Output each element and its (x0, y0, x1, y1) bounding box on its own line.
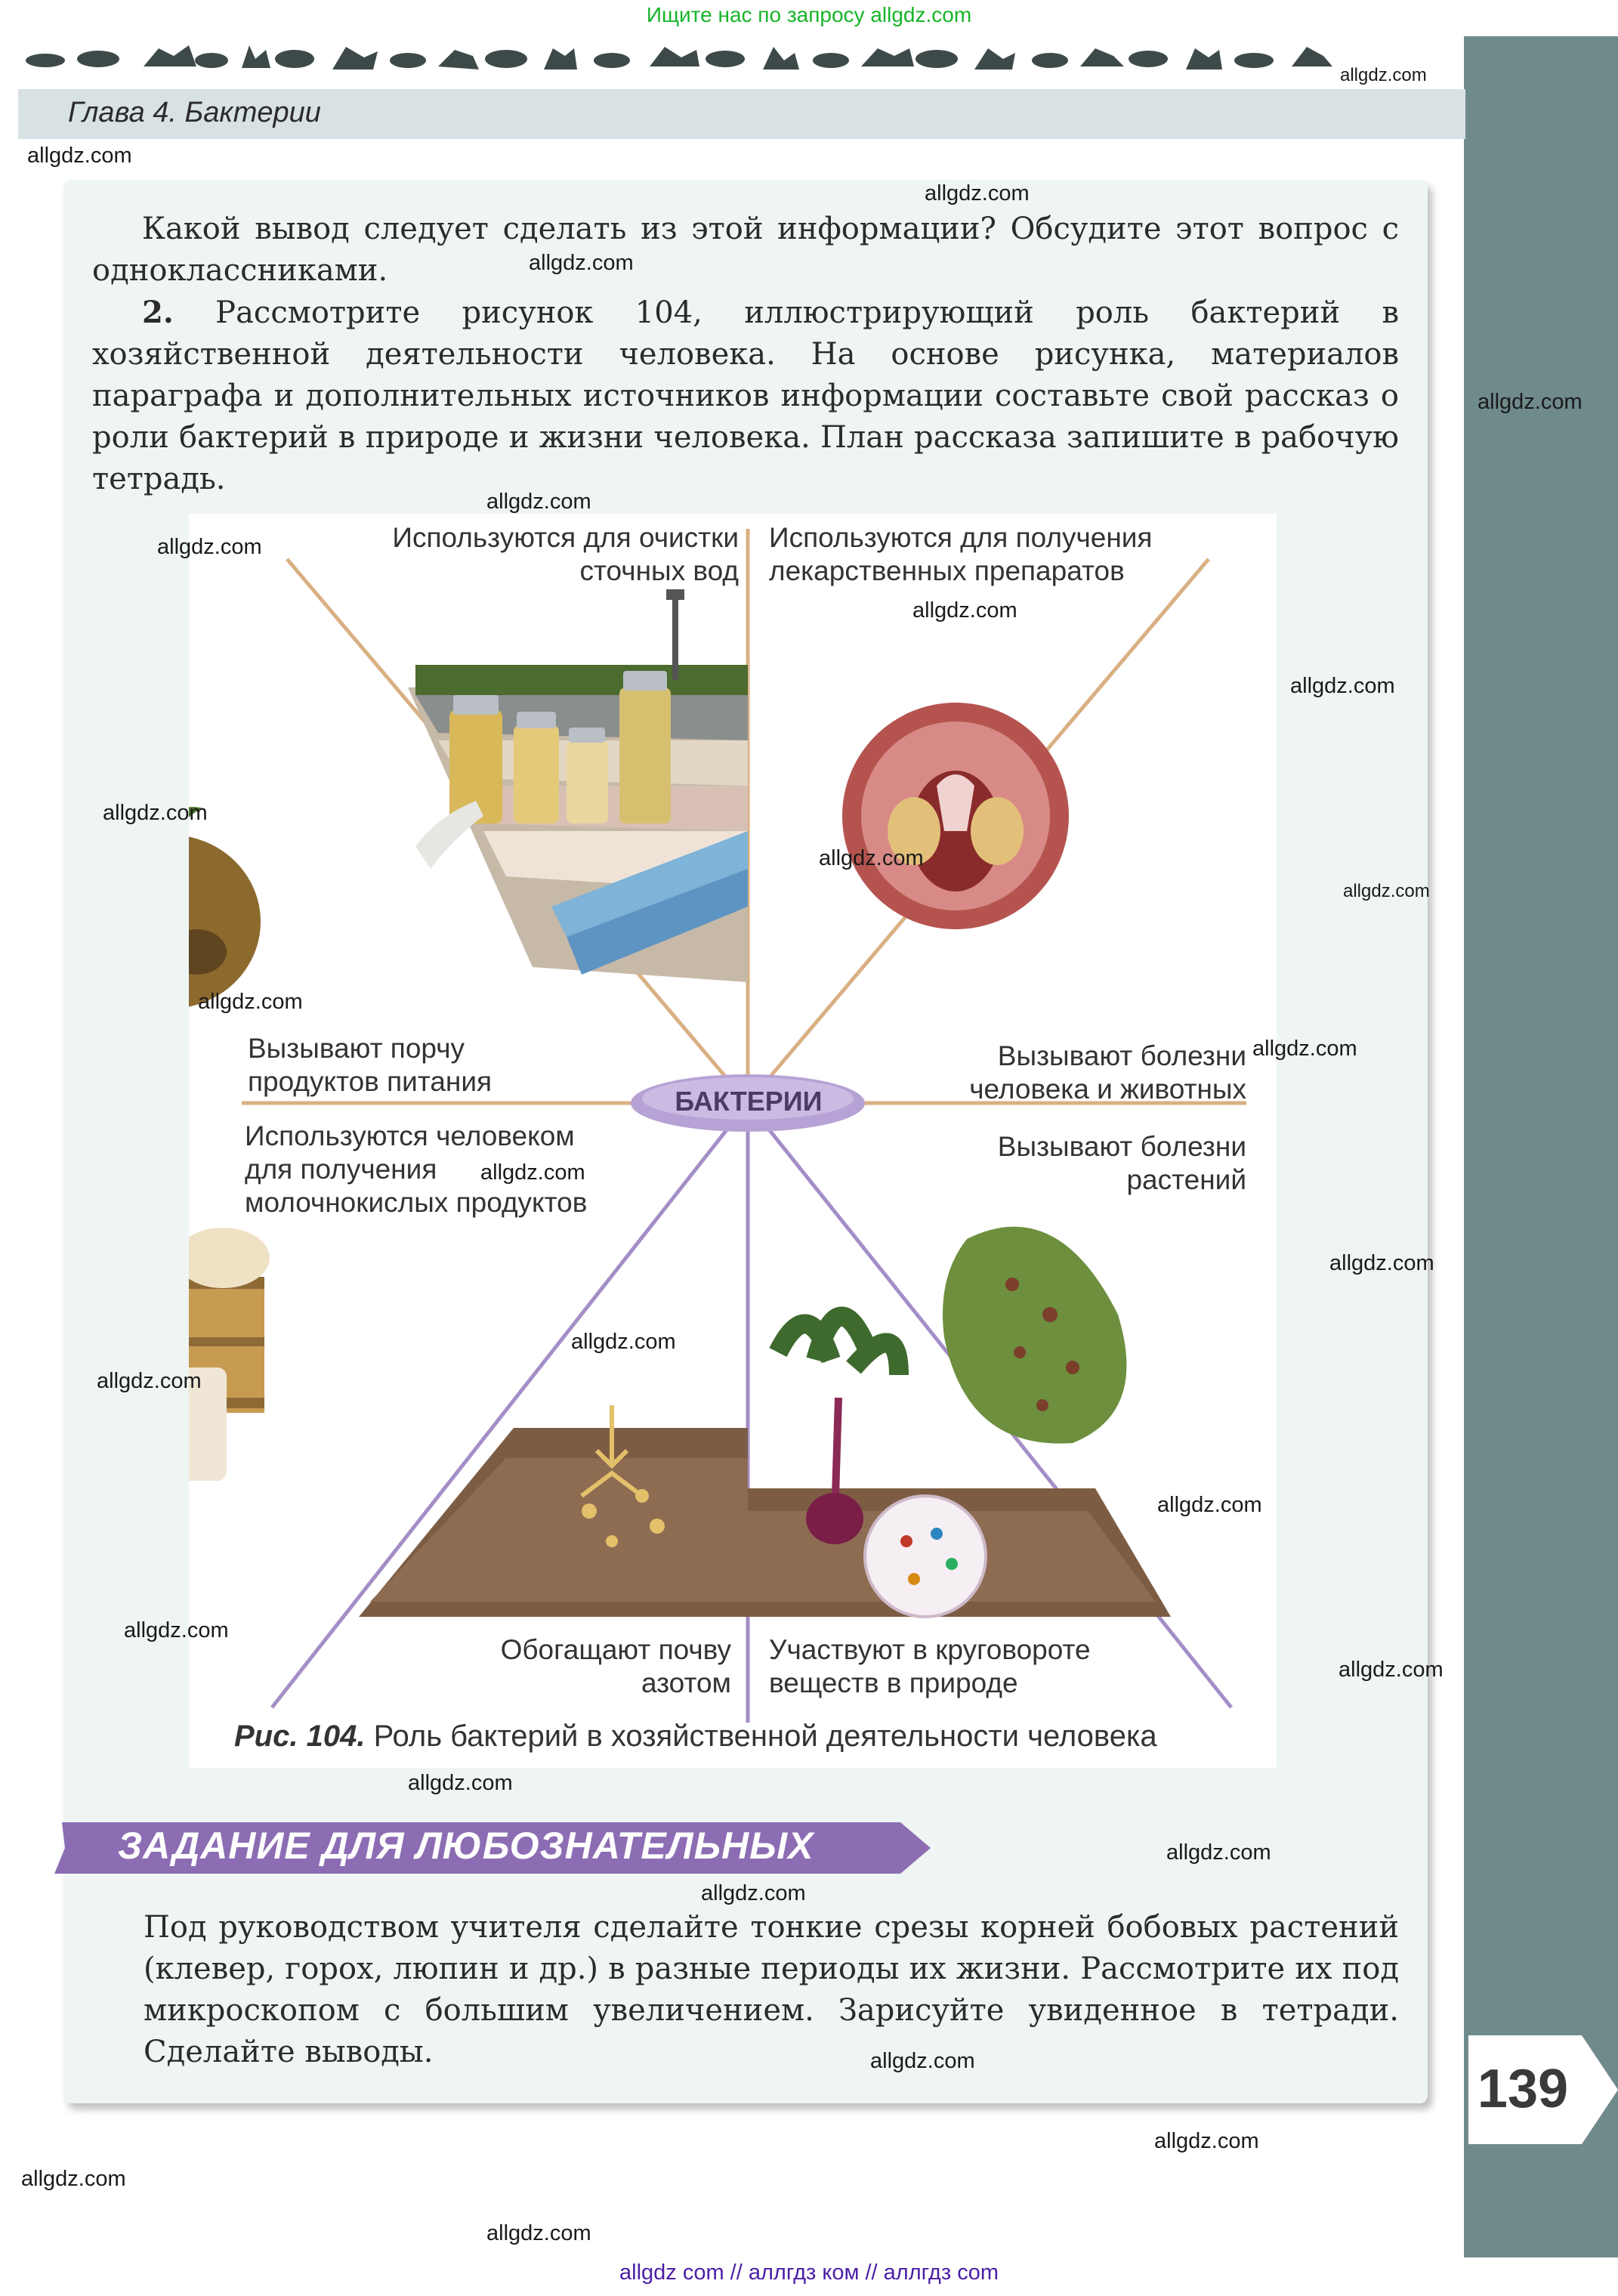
animal-silhouette-strip (15, 36, 1345, 80)
watermark: allgdz.com (198, 990, 303, 1014)
chapter-title: Глава 4. Бактерии (68, 97, 321, 128)
watermark: allgdz.com (1252, 1037, 1357, 1061)
label-nutrient-cycle: Участвуют в круговороте веществ в природе (769, 1634, 1091, 1698)
top-search-link[interactable]: Ищите нас по запросу allgdz.com (646, 3, 972, 26)
label-human-disease: Вызывают болезни человека и животных (969, 1040, 1246, 1105)
spoiled-tomato-photo (189, 807, 261, 1009)
soil-nodules-photo (359, 1405, 748, 1617)
page-edge-band (1464, 36, 1618, 2257)
watermark: allgdz.com (124, 1618, 229, 1642)
label-dairy: Используются человеком для получения молочнокислых продуктов (245, 1120, 588, 1218)
throat-disease-photo (842, 703, 1069, 929)
watermark: allgdz.com (480, 1160, 585, 1185)
watermark: allgdz.com (701, 1881, 806, 1905)
task-2-number: 2. (142, 295, 174, 330)
watermark: allgdz.com (27, 144, 132, 168)
figure-caption (234, 1720, 1157, 1754)
task-banner-title: ЗАДАНИЕ ДЛЯ ЛЮБОЗНАТЕЛЬНЫХ (118, 1825, 814, 1867)
figure-caption-label: Рис. 104. (234, 1720, 366, 1753)
watermark: allgdz.com (870, 2049, 975, 2073)
watermark: allgdz.com (1290, 674, 1395, 698)
watermark: allgdz.com (1340, 65, 1427, 85)
watermark: allgdz.com (925, 181, 1030, 205)
task-2-paragraph (92, 292, 1399, 500)
watermark: allgdz.com (21, 2167, 126, 2191)
diseased-leaf-photo (943, 1227, 1126, 1444)
task-curious-text: Под руководством учителя сделайте тонкие срезы корней бобовых растений (клевер, горох, люпин и др.) в разные периоды их жизни. Рассмотрите их под микроскопом с большим увеличением. Зарисуйте увиденное в тетради. Сделайте выводы. (144, 1910, 1399, 2069)
label-medicine: Используются для получения лекарственных препаратов (769, 522, 1153, 586)
figure-104 (189, 514, 1277, 1768)
label-plant-disease: Вызывают болезни растений (997, 1131, 1246, 1195)
watermark: allgdz.com (1343, 881, 1430, 901)
page-number: 139 (1477, 2059, 1569, 2119)
watermark: allgdz.com (1339, 1658, 1444, 1682)
watermark: allgdz.com (529, 251, 634, 275)
task-2-text: Рассмотрите рисунок 104, иллюстрирующий роль бактерий в хозяйственной деятельности человека. На основе рисунка, материалов параграфа и дополнительных источников информации составьте свой рассказ о роли бактерий в природе и жизни человека. План рассказа запишите в рабочую тетрадь. (92, 295, 1399, 496)
watermark: allgdz.com (157, 535, 262, 559)
dairy-products-photo (189, 1228, 270, 1481)
watermark: allgdz.com (1157, 1493, 1262, 1517)
watermark: allgdz.com (486, 490, 591, 514)
watermark: allgdz.com (819, 846, 924, 870)
watermark: allgdz.com (1166, 1840, 1271, 1865)
label-soil-nitrogen: Обогащают почву азотом (500, 1634, 731, 1698)
animal-silhouettes (26, 45, 1332, 70)
label-sewage: Используются для очистки сточных вод (392, 522, 739, 586)
watermark: allgdz.com (103, 801, 208, 825)
watermark: allgdz.com (486, 2221, 591, 2245)
watermark: allgdz.com (1329, 1251, 1434, 1275)
figure-caption-text: Роль бактерий в хозяйственной деятельности человека (373, 1720, 1157, 1753)
watermark: allgdz.com (1478, 390, 1582, 414)
watermark: allgdz.com (912, 598, 1017, 623)
watermark: allgdz.com (571, 1330, 676, 1354)
label-spoilage: Вызывают порчу продуктов питания (248, 1033, 493, 1097)
intro-paragraph: Какой вывод следует сделать из этой информации? Обсудите этот вопрос с одноклассниками. (92, 212, 1399, 288)
watermark: allgdz.com (1154, 2129, 1259, 2153)
bottom-links[interactable]: allgdz com // аллгдз ком // аллгдз com (619, 2260, 999, 2285)
bacteria-center-label: БАКТЕРИИ (675, 1086, 823, 1117)
watermark: allgdz.com (97, 1369, 202, 1393)
watermark: allgdz.com (408, 1771, 513, 1795)
